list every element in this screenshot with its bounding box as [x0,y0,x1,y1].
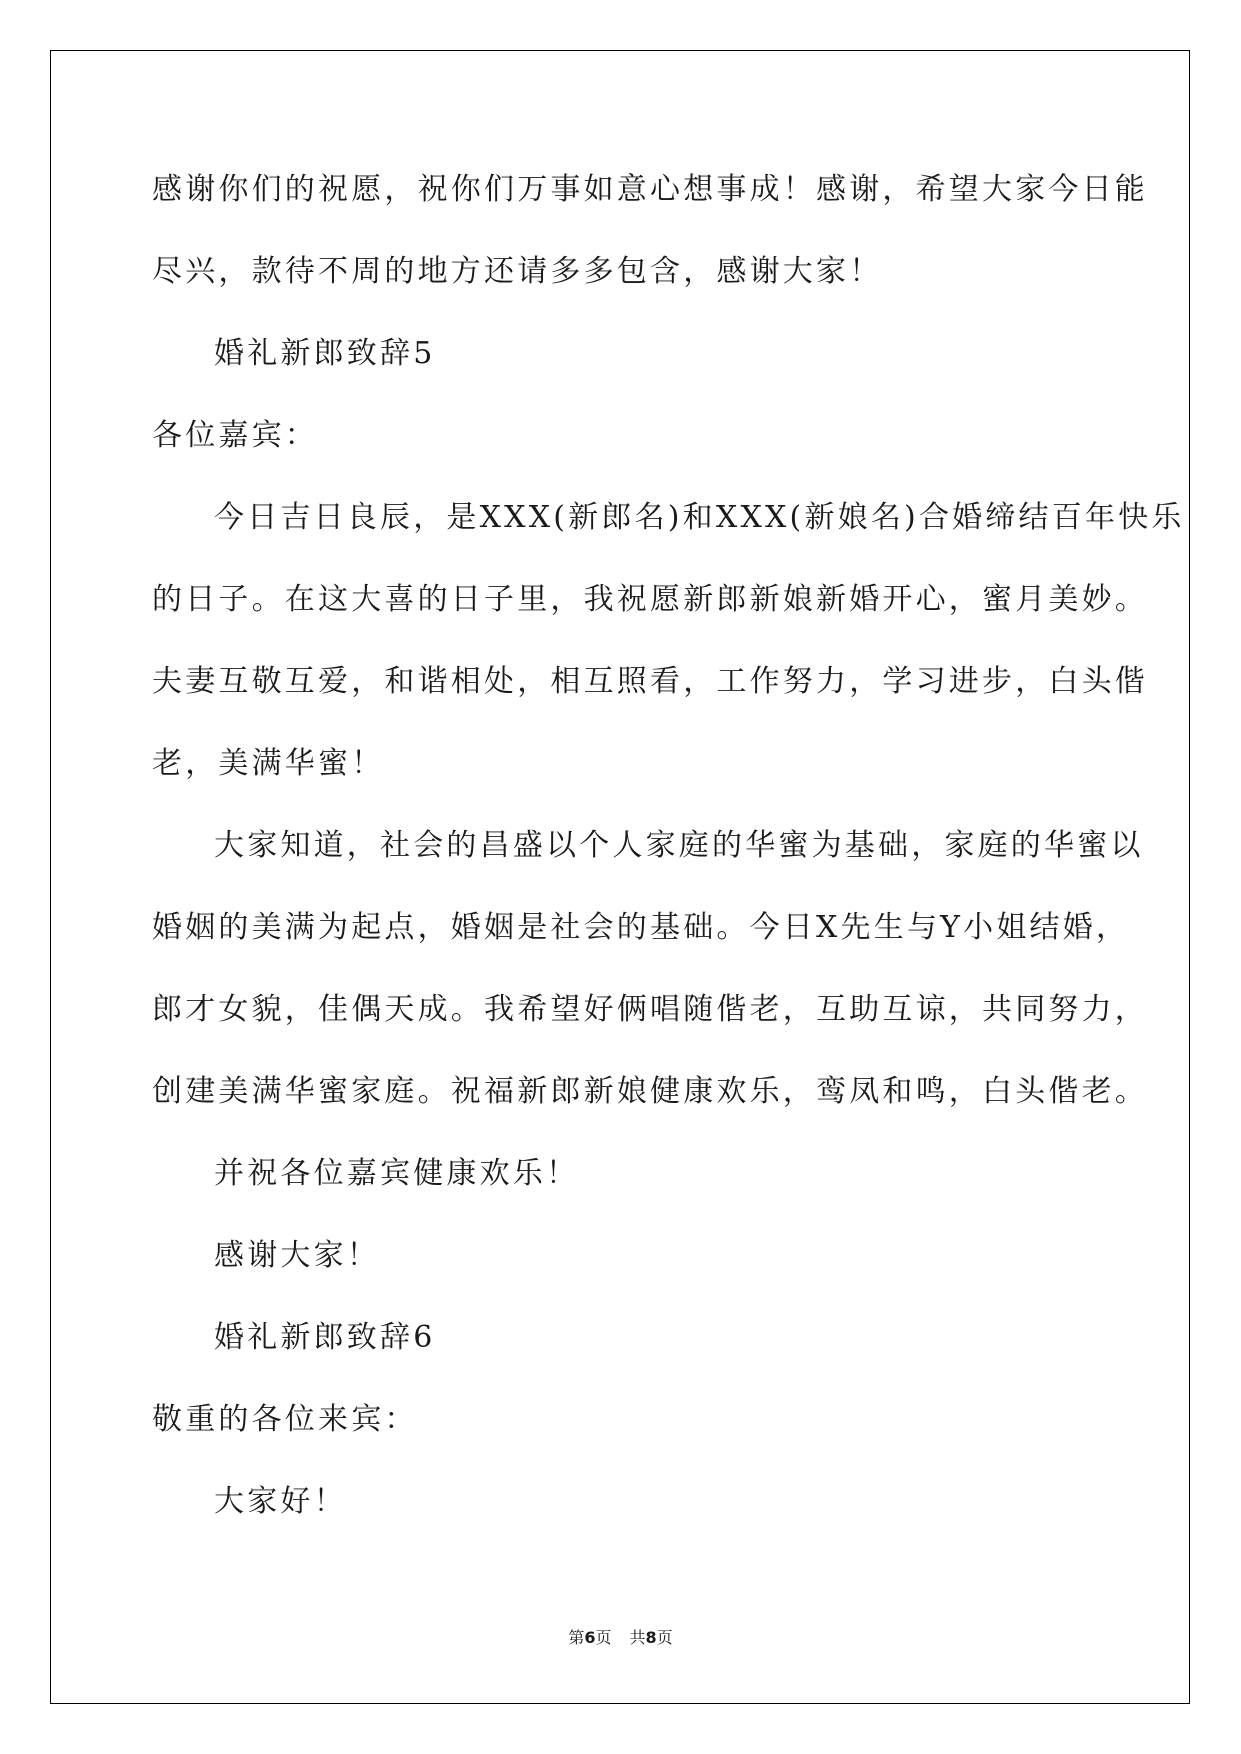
section-heading: 婚礼新郎致辞6 [214,1320,436,1355]
total-pages: 8 [645,1628,657,1647]
footer-total-prefix: 共 [629,1628,646,1647]
page-number: 6 [584,1628,596,1647]
paragraph-line: 夫妻互敬互爱，和谐相处，相互照看，工作努力，学习进步，白头偕 [152,664,1148,699]
paragraph-line: 婚姻的美满为起点，婚姻是社会的基础。今日X先生与Y小姐结婚， [152,910,1130,945]
paragraph-line: 感谢大家！ [214,1238,380,1273]
paragraph-line: 大家知道，社会的昌盛以个人家庭的华蜜为基础，家庭的华蜜以 [214,828,1144,863]
footer-total-suffix: 页 [656,1628,673,1647]
page-border [50,50,1190,1704]
footer-prefix: 第 [568,1628,585,1647]
paragraph-line: 老，美满华蜜！ [152,746,385,781]
paragraph-line: 郎才女貌，佳偶天成。我希望好俩唱随偕老，互助互谅，共同努力， [152,992,1148,1027]
section-heading: 婚礼新郎致辞5 [214,336,436,371]
footer-page-suffix: 页 [595,1628,612,1647]
page-footer [0,1628,1241,1648]
paragraph-line: 感谢你们的祝愿，祝你们万事如意心想事成！感谢，希望大家今日能 [152,172,1148,207]
salutation: 各位嘉宾： [152,418,318,453]
paragraph-line: 并祝各位嘉宾健康欢乐！ [214,1156,580,1191]
paragraph-line: 的日子。在这大喜的日子里，我祝愿新郎新娘新婚开心，蜜月美妙。 [152,582,1148,617]
paragraph-line: 创建美满华蜜家庭。祝福新郎新娘健康欢乐，鸾凤和鸣，白头偕老。 [152,1074,1148,1109]
salutation: 敬重的各位来宾： [152,1402,418,1437]
paragraph-line: 今日吉日良辰，是XXX(新郎名)和XXX(新娘名)合婚缔结百年快乐 [214,500,1185,535]
paragraph-line: 尽兴，款待不周的地方还请多多包含，感谢大家！ [152,254,883,289]
paragraph-line: 大家好！ [214,1484,347,1519]
